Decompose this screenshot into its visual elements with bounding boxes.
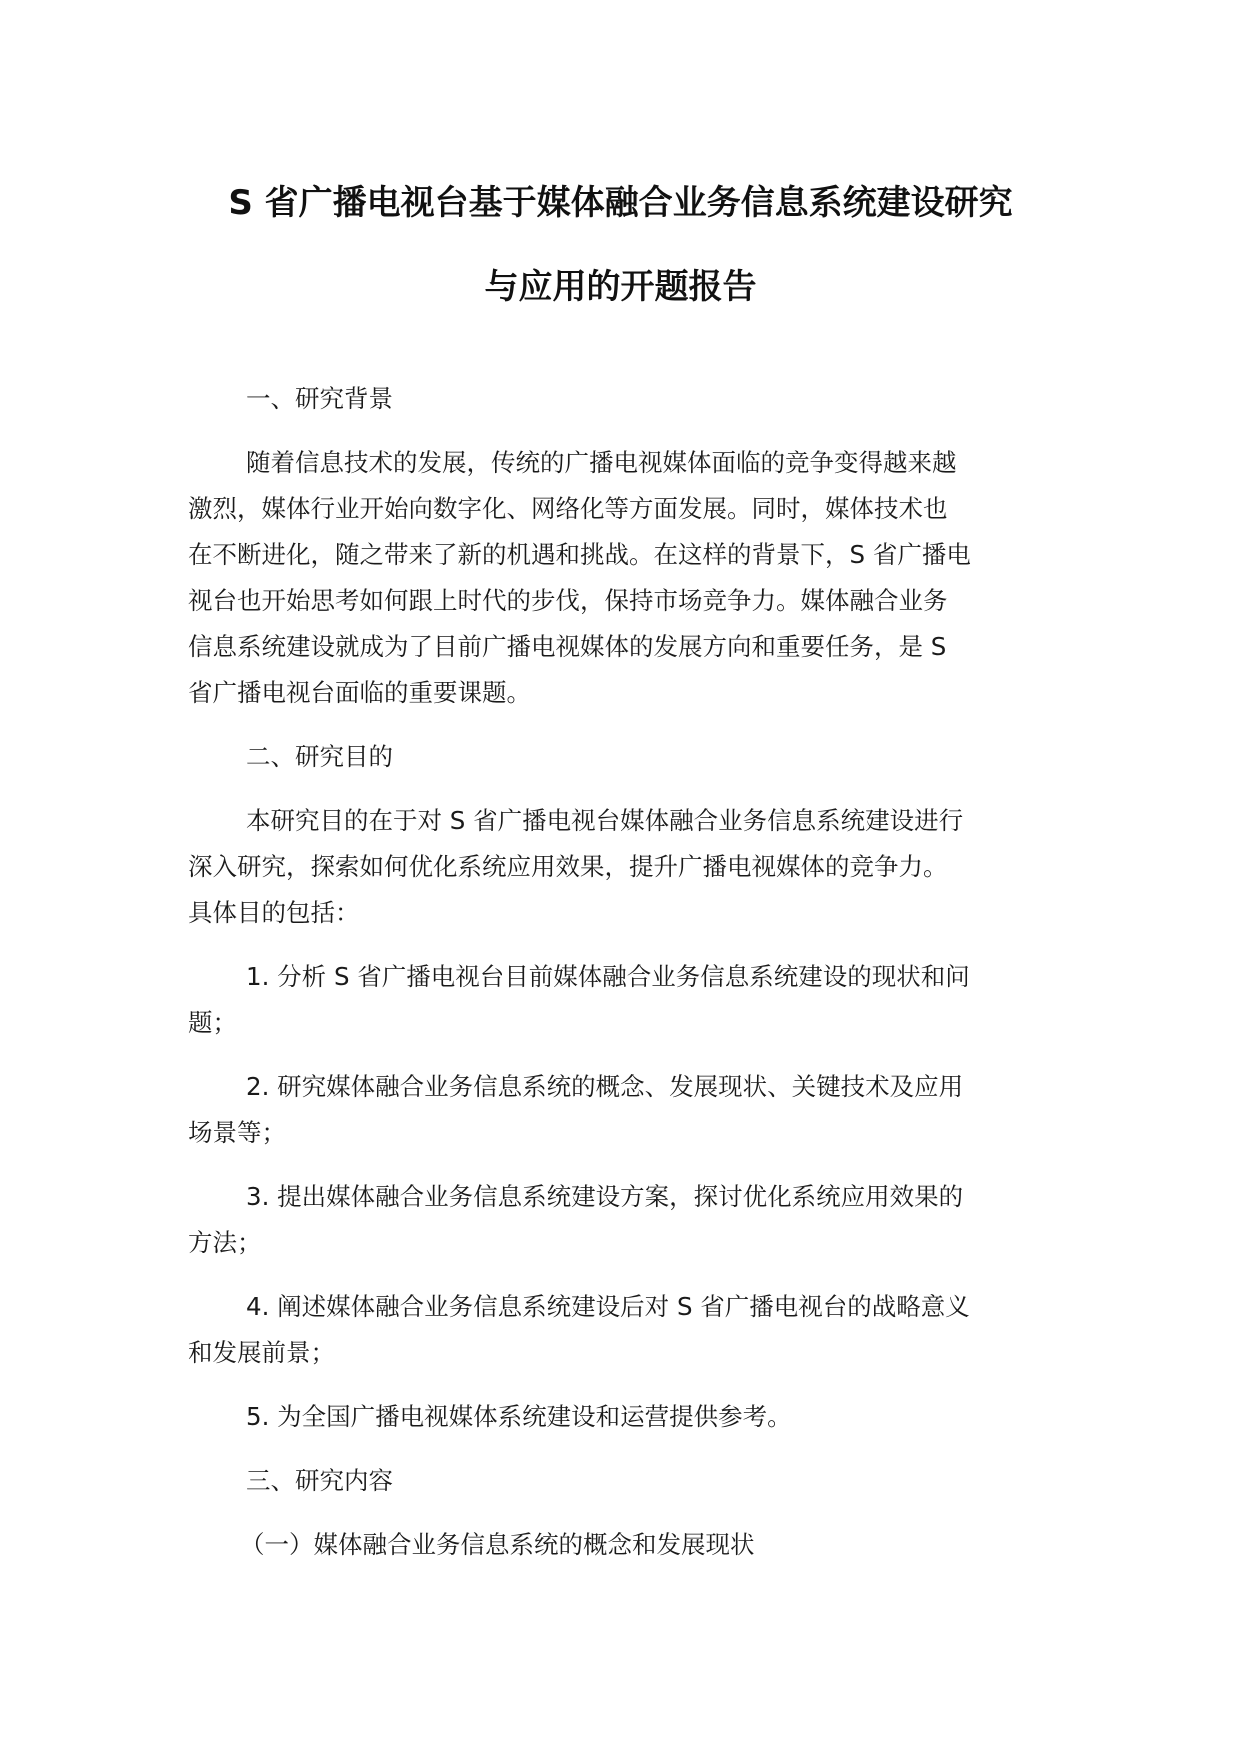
document-title-line-1: S 省广播电视台基于媒体融合业务信息系统建设研究	[228, 183, 1013, 223]
purpose-item-3: 3. 提出媒体融合业务信息系统建设方案，探讨优化系统应用效果的 方法；	[188, 1182, 964, 1257]
document-body	[188, 376, 1058, 1568]
content-subheading-1: （一）媒体融合业务信息系统的概念和发展现状	[240, 1530, 755, 1559]
section-heading-background: 一、研究背景	[246, 384, 393, 413]
section-heading-purpose: 二、研究目的	[246, 742, 393, 771]
purpose-item-1: 1. 分析 S 省广播电视台目前媒体融合业务信息系统建设的现状和问 题；	[188, 962, 970, 1037]
document-title-line-2: 与应用的开题报告	[484, 267, 757, 307]
purpose-item-2: 2. 研究媒体融合业务信息系统的概念、发展现状、关键技术及应用 场景等；	[188, 1072, 964, 1147]
purpose-intro-paragraph: 本研究目的在于对 S 省广播电视台媒体融合业务信息系统建设进行 深入研究，探索如何优化系统应用效果，提升广播电视媒体的竞争力。 具体目的包括：	[188, 806, 964, 927]
purpose-item-4: 4. 阐述媒体融合业务信息系统建设后对 S 省广播电视台的战略意义 和发展前景；	[188, 1292, 970, 1367]
purpose-item-5: 5. 为全国广播电视媒体系统建设和运营提供参考。	[246, 1402, 792, 1431]
section-heading-content: 三、研究内容	[246, 1466, 393, 1495]
background-paragraph: 随着信息技术的发展，传统的广播电视媒体面临的竞争变得越来越 激烈，媒体行业开始向数字化、网络化等方面发展。同时，媒体技术也 在不断进化，随之带来了新的机遇和挑战。在这样的背景下，S 省广播电 视台也开始思考如何跟上时代的步伐，保持市场竞争力。媒体融合业务 信息系统建设就成为了目前广播电视媒体的发展方向和重要任务，是 S 省广播电视台面临的重要课题。	[188, 448, 971, 707]
